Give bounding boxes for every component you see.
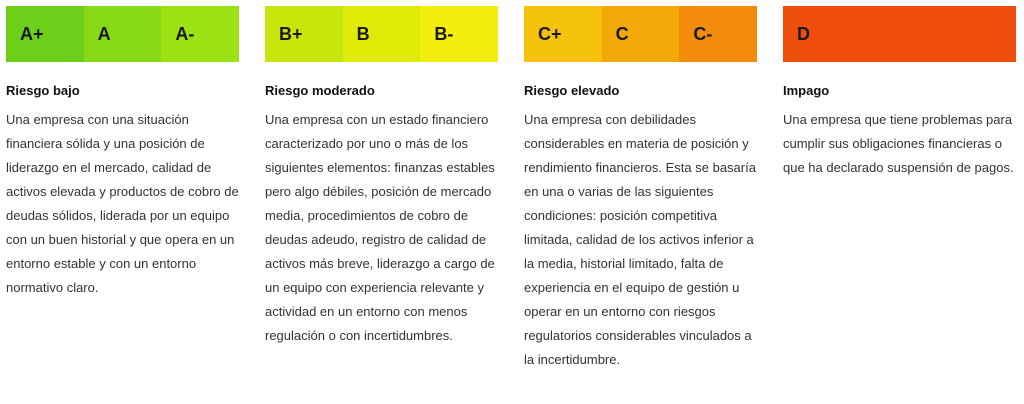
grade-c-plus: C+ (524, 6, 602, 62)
category-title: Riesgo elevado (524, 83, 620, 98)
category-description: Una empresa con un estado financiero caracterizado por uno o más de los siguientes elementos: finanzas estables pero algo débiles, posición de mercado media, procedimientos de cobro de deudas adeudo, registro de calidad de activos más breve, liderazgo a cargo de un equipo con experiencia relevante y actividad en un entorno con menos regulación o con incertidumbres. (265, 112, 495, 343)
category-description: Una empresa con una situación financiera sólida y una posición de liderazgo en el mercado, calidad de activos elevada y productos de cobro de deudas sólidos, liderada por un equipo con un buen historial y que opera en un entorno estable y con un entorno normativo claro. (6, 112, 239, 295)
category-high-risk (524, 6, 757, 372)
category-default (783, 6, 1016, 180)
grade-bar (265, 6, 498, 62)
grade-b-plus: B+ (265, 6, 343, 62)
grade-b-minus: B- (420, 6, 498, 62)
category-low-risk (6, 6, 239, 300)
grade-d: D (783, 6, 1016, 62)
grade-a-minus: A- (161, 6, 239, 62)
grade-c-minus: C- (679, 6, 757, 62)
grade-b: B (343, 6, 421, 62)
grade-a-plus: A+ (6, 6, 84, 62)
category-description: Una empresa con debilidades considerables en materia de posición y rendimiento financieros. Esta se basaría en una o varias de las siguientes condiciones: posición competitiva limitada, calidad de los activos inferior a la media, historial limitado, falta de experiencia en el equipo de gestión u operar en un entorno con riesgos regulatorios considerables vinculados a la incertidumbre. (524, 112, 756, 367)
grade-bar (524, 6, 757, 62)
grade-bar (6, 6, 239, 62)
category-title: Impago (783, 83, 830, 98)
category-title: Riesgo bajo (6, 83, 80, 98)
category-title: Riesgo moderado (265, 83, 375, 98)
grade-bar (783, 6, 1016, 62)
category-description: Una empresa que tiene problemas para cumplir sus obligaciones financieras o que ha declarado suspensión de pagos. (783, 112, 1014, 175)
grade-a: A (84, 6, 162, 62)
category-moderate-risk (265, 6, 498, 348)
grade-c: C (602, 6, 680, 62)
